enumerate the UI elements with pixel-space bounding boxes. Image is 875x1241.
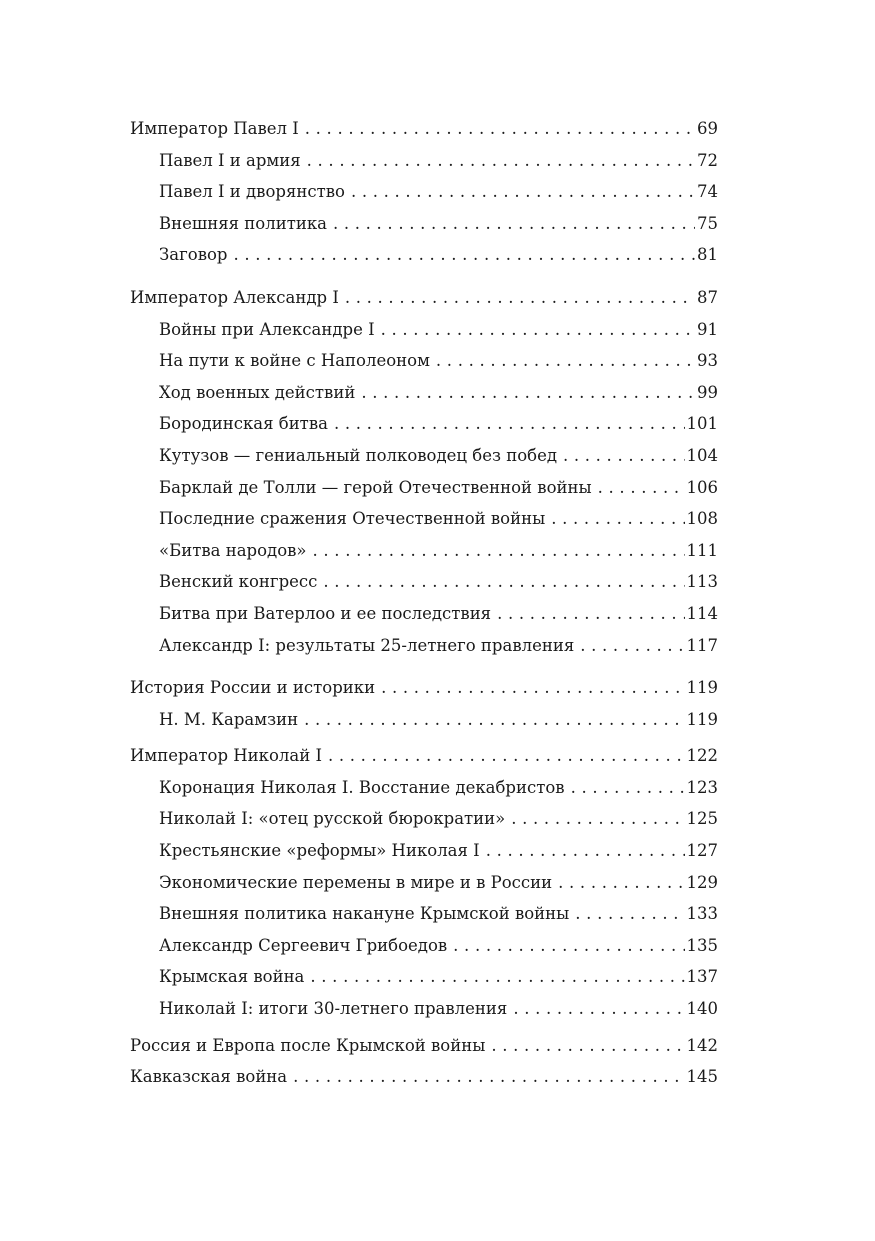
toc-page-number: 119 — [686, 678, 718, 698]
toc-subsection-title: Барклай де Толли — герой Отечественной войны — [159, 477, 592, 497]
dot-leader — [381, 314, 695, 346]
toc-subsection[interactable] — [130, 176, 718, 208]
dot-leader — [513, 993, 684, 1025]
toc-subsection[interactable] — [130, 598, 718, 630]
dot-leader — [310, 961, 684, 993]
dot-leader — [293, 1061, 684, 1093]
toc-subsection[interactable] — [130, 440, 718, 472]
toc-subsection[interactable] — [130, 503, 718, 535]
toc-chapter-title: Россия и Европа после Крымской войны — [130, 1035, 486, 1055]
toc-subsection[interactable] — [130, 566, 718, 598]
toc-subsection[interactable] — [130, 145, 718, 177]
toc-subsection-title: Крестьянские «реформы» Николая I — [159, 841, 480, 861]
dot-leader — [558, 867, 684, 899]
dot-leader — [305, 113, 695, 145]
toc-subsection-title: Войны при Александре I — [159, 319, 375, 339]
dot-leader — [304, 704, 684, 736]
toc-section — [130, 113, 718, 271]
toc-page-number: 129 — [686, 872, 718, 892]
toc-subsection[interactable] — [130, 535, 718, 567]
toc-page-number: 111 — [686, 540, 718, 560]
dot-leader — [511, 803, 684, 835]
toc-subsection-title: «Битва народов» — [159, 540, 307, 560]
dot-leader — [313, 535, 685, 567]
toc-subsection[interactable] — [130, 314, 718, 346]
toc-section — [130, 282, 718, 661]
toc-subsection[interactable] — [130, 377, 718, 409]
dot-leader — [563, 440, 685, 472]
toc-chapter-title: Император Александр I — [130, 287, 339, 307]
toc-subsection-title: Коронация Николая I. Восстание декабристов — [159, 777, 565, 797]
toc-subsection[interactable] — [130, 345, 718, 377]
toc-chapter-title: Император Николай I — [130, 746, 322, 766]
toc-page-number: 133 — [686, 904, 718, 924]
toc-page-number: 145 — [686, 1067, 718, 1087]
toc-subsection-title: На пути к войне с Наполеоном — [159, 351, 430, 371]
toc-subsection-title: Внешняя политика накануне Крымской войны — [159, 904, 570, 924]
toc-subsection-title: Александр I: результаты 25-летнего правления — [159, 635, 575, 655]
toc-page-number: 123 — [686, 777, 718, 797]
dot-leader — [486, 835, 685, 867]
toc-page-number: 69 — [697, 119, 718, 138]
toc-chapter[interactable] — [130, 740, 718, 772]
toc-subsection-title: Венский конгресс — [159, 572, 318, 592]
toc-subsection-title: Последние сражения Отечественной войны — [159, 509, 546, 529]
toc-page-number: 117 — [686, 635, 718, 655]
toc-subsection-title: Бородинская битва — [159, 414, 328, 434]
toc-subsection-title: Павел I и армия — [159, 150, 301, 170]
section-gap — [130, 271, 718, 282]
toc-page-number: 135 — [686, 935, 718, 955]
toc-subsection[interactable] — [130, 961, 718, 993]
toc-page-number: 75 — [697, 213, 718, 233]
table-of-contents — [130, 113, 718, 1093]
toc-subsection[interactable] — [130, 704, 718, 736]
dot-leader — [571, 772, 685, 804]
toc-page-number: 108 — [686, 509, 718, 529]
toc-page-number: 72 — [697, 150, 718, 170]
toc-section — [130, 1061, 718, 1093]
toc-page-number: 81 — [697, 245, 718, 265]
toc-chapter[interactable] — [130, 672, 718, 704]
dot-leader — [323, 566, 684, 598]
toc-page-number: 125 — [686, 809, 718, 829]
toc-page-number: 106 — [686, 477, 718, 497]
toc-subsection[interactable] — [130, 867, 718, 899]
dot-leader — [453, 930, 684, 962]
toc-subsection-title: Павел I и дворянство — [159, 182, 345, 202]
toc-chapter[interactable] — [130, 282, 718, 314]
dot-leader — [580, 630, 684, 662]
toc-subsection-title: Александр Сергеевич Грибоедов — [159, 935, 448, 955]
toc-subsection[interactable] — [130, 930, 718, 962]
toc-page-number: 101 — [686, 414, 718, 434]
toc-page-number: 137 — [686, 967, 718, 987]
toc-subsection-title: Николай I: «отец русской бюрократии» — [159, 809, 506, 829]
dot-leader — [345, 282, 695, 314]
dot-leader — [333, 208, 695, 240]
toc-subsection-title: Н. М. Карамзин — [159, 709, 299, 729]
toc-page-number: 99 — [697, 382, 718, 402]
toc-page-number: 113 — [686, 572, 718, 592]
toc-chapter[interactable] — [130, 1061, 718, 1093]
toc-subsection-title: Николай I: итоги 30-летнего правления — [159, 999, 508, 1019]
toc-subsection-title: Заговор — [159, 245, 228, 265]
toc-subsection-title: Внешняя политика — [159, 213, 327, 233]
dot-leader — [575, 898, 684, 930]
toc-subsection[interactable] — [130, 898, 718, 930]
dot-leader — [381, 672, 684, 704]
toc-page-number: 93 — [697, 351, 718, 371]
toc-subsection[interactable] — [130, 993, 718, 1025]
toc-chapter-title: Император Павел I — [130, 119, 299, 138]
toc-page-number: 119 — [686, 709, 718, 729]
toc-page-number: 87 — [697, 287, 718, 307]
dot-leader — [233, 239, 695, 271]
toc-page-number: 104 — [686, 445, 718, 465]
toc-section — [130, 672, 718, 735]
toc-page-number: 91 — [697, 319, 718, 339]
dot-leader — [328, 740, 685, 772]
dot-leader — [491, 1030, 684, 1062]
dot-leader — [551, 503, 684, 535]
toc-subsection[interactable] — [130, 239, 718, 271]
toc-subsection[interactable] — [130, 472, 718, 504]
toc-page-number: 127 — [686, 841, 718, 861]
toc-subsection[interactable] — [130, 835, 718, 867]
toc-chapter-title: История России и историки — [130, 678, 376, 698]
dot-leader — [361, 377, 695, 409]
toc-page-number: 140 — [686, 999, 718, 1019]
toc-section — [130, 740, 718, 1024]
toc-section — [130, 1030, 718, 1062]
toc-subsection[interactable] — [130, 408, 718, 440]
dot-leader — [307, 145, 695, 177]
toc-page-number: 122 — [686, 746, 718, 766]
toc-subsection[interactable] — [130, 772, 718, 804]
dot-leader — [497, 598, 684, 630]
toc-subsection-title: Кутузов — гениальный полководец без побед — [159, 445, 557, 465]
toc-subsection[interactable] — [130, 803, 718, 835]
toc-subsection[interactable] — [130, 630, 718, 662]
toc-chapter-title: Кавказская война — [130, 1067, 288, 1087]
toc-chapter[interactable] — [130, 1030, 718, 1062]
dot-leader — [334, 408, 685, 440]
toc-page-number: 114 — [686, 603, 718, 623]
section-gap — [130, 661, 718, 672]
dot-leader — [436, 345, 695, 377]
toc-subsection-title: Экономические перемены в мире и в России — [159, 872, 553, 892]
toc-subsection-title: Битва при Ватерлоо и ее последствия — [159, 603, 492, 623]
toc-page-number: 74 — [697, 182, 718, 202]
toc-subsection[interactable] — [130, 208, 718, 240]
dot-leader — [598, 472, 685, 504]
toc-subsection-title: Крымская война — [159, 967, 305, 987]
toc-subsection-title: Ход военных действий — [159, 382, 356, 402]
toc-page-number: 142 — [686, 1035, 718, 1055]
dot-leader — [351, 176, 695, 208]
toc-chapter[interactable] — [130, 113, 718, 145]
